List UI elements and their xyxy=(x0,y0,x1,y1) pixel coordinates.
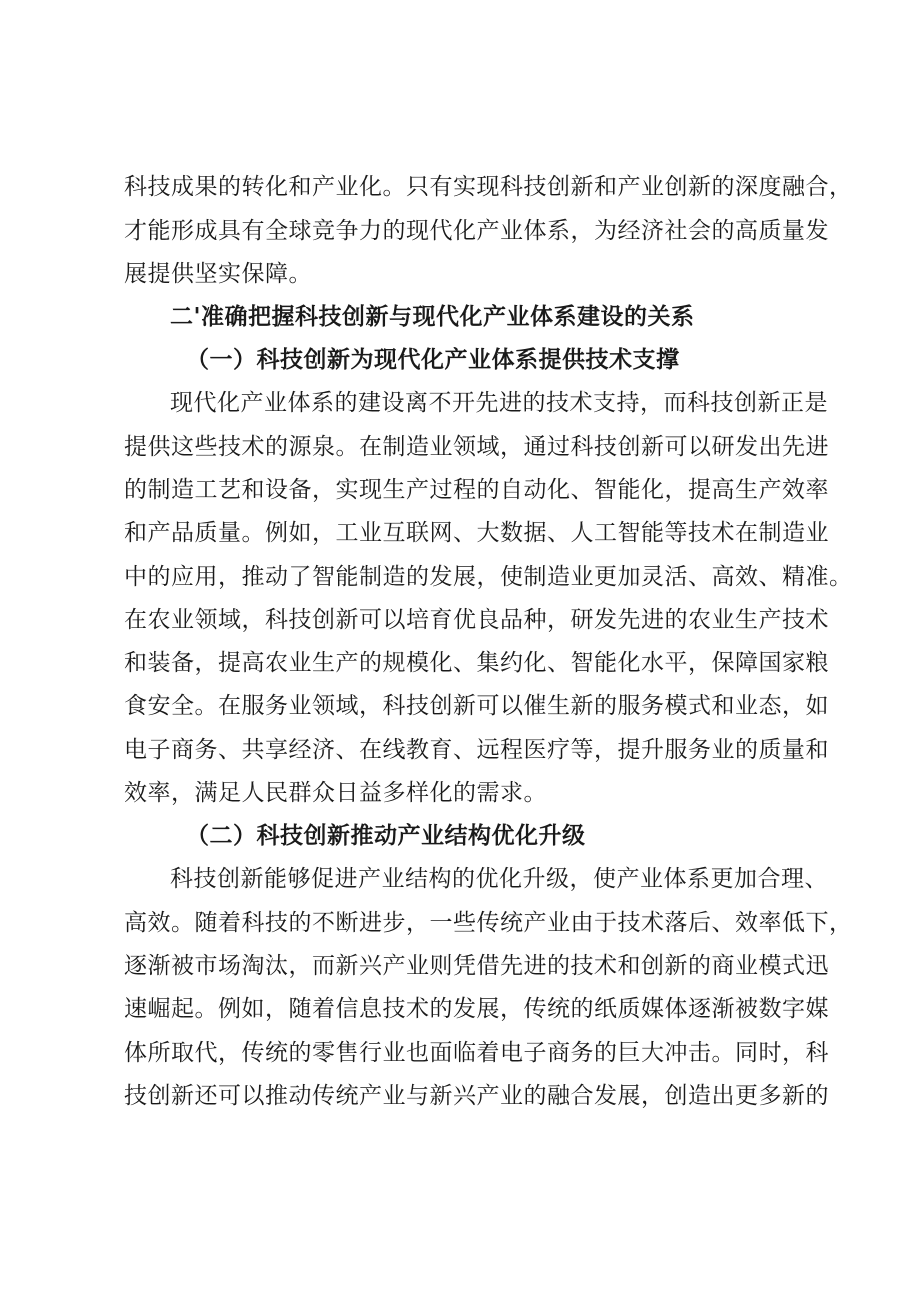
paragraph-line: 高效。随着科技的不断进步，一些传统产业由于技术落后、效率低下， xyxy=(124,910,853,936)
subsection-heading: （一）科技创新为现代化产业体系提供技术支撑 xyxy=(186,346,680,373)
paragraph-line: 逐渐被市场淘汰，而新兴产业则凭借先进的技术和创新的商业模式迅 xyxy=(124,953,829,979)
paragraph-line: 在农业领域，科技创新可以培育优良品种，研发先进的农业生产技术 xyxy=(124,607,829,633)
paragraph-line: 食安全。在服务业领域，科技创新可以催生新的服务模式和业态，如 xyxy=(124,693,829,719)
paragraph-line: 科技成果的转化和产业化。只有实现科技创新和产业创新的深度融合， xyxy=(124,174,853,200)
paragraph-line: 现代化产业体系的建设离不开先进的技术支持，而科技创新正是 xyxy=(170,390,828,416)
paragraph-line: 速崛起。例如，随着信息技术的发展，传统的纸质媒体逐渐被数字媒 xyxy=(124,996,829,1022)
paragraph-line: 科技创新能够促进产业结构的优化升级，使产业体系更加合理、 xyxy=(170,866,828,892)
paragraph-line: 和装备，提高农业生产的规模化、集约化、智能化水平，保障国家粮 xyxy=(124,650,829,676)
subsection-heading: （二）科技创新推动产业结构优化升级 xyxy=(186,822,586,849)
section-heading: 二'准确把握科技创新与现代化产业体系建设的关系 xyxy=(170,303,695,330)
paragraph-line: 技创新还可以推动传统产业与新兴产业的融合发展，创造出更多新的 xyxy=(124,1083,829,1109)
paragraph-line: 体所取代，传统的零售行业也面临着电子商务的巨大冲击。同时，科 xyxy=(124,1040,829,1066)
paragraph-line: 和产品质量。例如，工业互联网、大数据、人工智能等技术在制造业 xyxy=(124,520,829,546)
paragraph-line: 效率，满足人民群众日益多样化的需求。 xyxy=(124,780,547,806)
paragraph-line: 中的应用，推动了智能制造的发展，使制造业更加灵活、高效、精准。 xyxy=(124,564,853,590)
paragraph-line: 的制造工艺和设备，实现生产过程的自动化、智能化，提高生产效率 xyxy=(124,477,829,503)
paragraph-line: 提供这些技术的源泉。在制造业领域，通过科技创新可以研发出先进 xyxy=(124,434,829,460)
paragraph-line: 才能形成具有全球竞争力的现代化产业体系，为经济社会的高质量发 xyxy=(124,218,829,244)
paragraph-line: 电子商务、共享经济、在线教育、远程医疗等，提升服务业的质量和 xyxy=(124,737,829,763)
paragraph-line: 展提供坚实保障。 xyxy=(124,261,312,287)
